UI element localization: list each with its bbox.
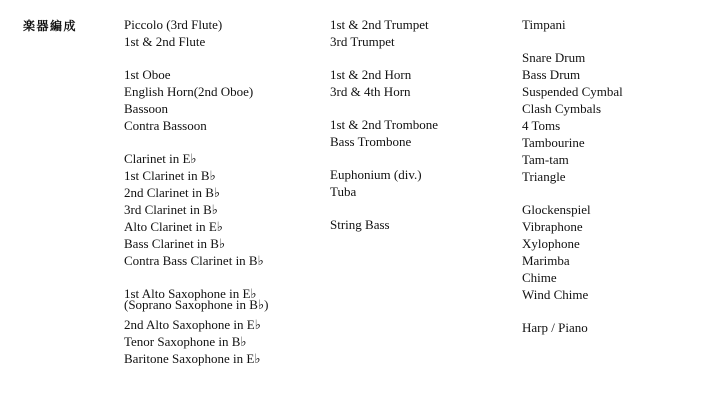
instrument-item: Contra Bassoon xyxy=(124,118,207,133)
instrument-item: Contra Bass Clarinet in B♭ xyxy=(124,253,264,268)
instrument-item: Tuba xyxy=(330,184,357,199)
group-gap xyxy=(124,50,324,66)
instrument-item-note: (Soprano Saxophone in B♭) xyxy=(124,297,269,312)
group-gap xyxy=(330,200,510,216)
group-gap xyxy=(522,185,702,201)
instrument-item: 3rd & 4th Horn xyxy=(330,84,411,99)
instrument-item: Piccolo (3rd Flute) xyxy=(124,17,223,32)
instrument-item: Wind Chime xyxy=(522,287,589,302)
group-gap xyxy=(522,303,702,319)
instrument-item: Glockenspiel xyxy=(522,202,591,217)
instrument-item: Marimba xyxy=(522,253,570,268)
instrument-item: Vibraphone xyxy=(522,219,583,234)
instrumentation-heading: 楽器編成 xyxy=(23,19,78,33)
instrument-item: Suspended Cymbal xyxy=(522,84,623,99)
instrument-item: Triangle xyxy=(522,169,566,184)
instrument-item: Clash Cymbals xyxy=(522,101,602,116)
group-gap xyxy=(124,134,324,150)
instrument-item: 1st & 2nd Horn xyxy=(330,67,412,82)
instrument-item: String Bass xyxy=(330,217,390,232)
instrument-item: Euphonium (div.) xyxy=(330,167,422,182)
instrument-item: 1st Clarinet in B♭ xyxy=(124,168,216,183)
instrument-item: Snare Drum xyxy=(522,50,586,65)
instrument-item: English Horn(2nd Oboe) xyxy=(124,84,254,99)
instrument-item: Tam-tam xyxy=(522,152,569,167)
instrument-item: 3rd Clarinet in B♭ xyxy=(124,202,218,217)
instrument-item: 1st Oboe xyxy=(124,67,171,82)
instrument-item: Alto Clarinet in E♭ xyxy=(124,219,223,234)
group-gap xyxy=(330,150,510,166)
instrument-item: 1st & 2nd Trombone xyxy=(330,117,438,132)
group-gap xyxy=(330,50,510,66)
instrument-item: Xylophone xyxy=(522,236,580,251)
instrument-item: 2nd Clarinet in B♭ xyxy=(124,185,221,200)
group-gap xyxy=(124,269,324,285)
percussion-column xyxy=(522,16,702,336)
instrument-item: Tenor Saxophone in B♭ xyxy=(124,334,247,349)
woodwinds-column xyxy=(124,16,324,367)
instrument-item: 1st Alto Saxophone in E♭ xyxy=(124,286,257,301)
group-gap xyxy=(330,100,510,116)
group-gap xyxy=(522,33,702,49)
instrument-item: Baritone Saxophone in E♭ xyxy=(124,351,261,366)
instrument-item: Bass Drum xyxy=(522,67,581,82)
instrument-item: Chime xyxy=(522,270,557,285)
instrument-item: Tambourine xyxy=(522,135,585,150)
instrument-item: Clarinet in E♭ xyxy=(124,151,197,166)
instrument-item: Bassoon xyxy=(124,101,169,116)
instrument-item: 1st & 2nd Flute xyxy=(124,34,206,49)
brass-column xyxy=(330,16,510,233)
instrument-item: 4 Toms xyxy=(522,118,561,133)
instrument-item: 3rd Trumpet xyxy=(330,34,395,49)
instrument-item: Timpani xyxy=(522,17,566,32)
instrument-item: 2nd Alto Saxophone in E♭ xyxy=(124,317,261,332)
instrument-item: Bass Clarinet in B♭ xyxy=(124,236,226,251)
instrument-item: Harp / Piano xyxy=(522,320,588,335)
instrument-item: Bass Trombone xyxy=(330,134,412,149)
instrument-item: 1st & 2nd Trumpet xyxy=(330,17,429,32)
